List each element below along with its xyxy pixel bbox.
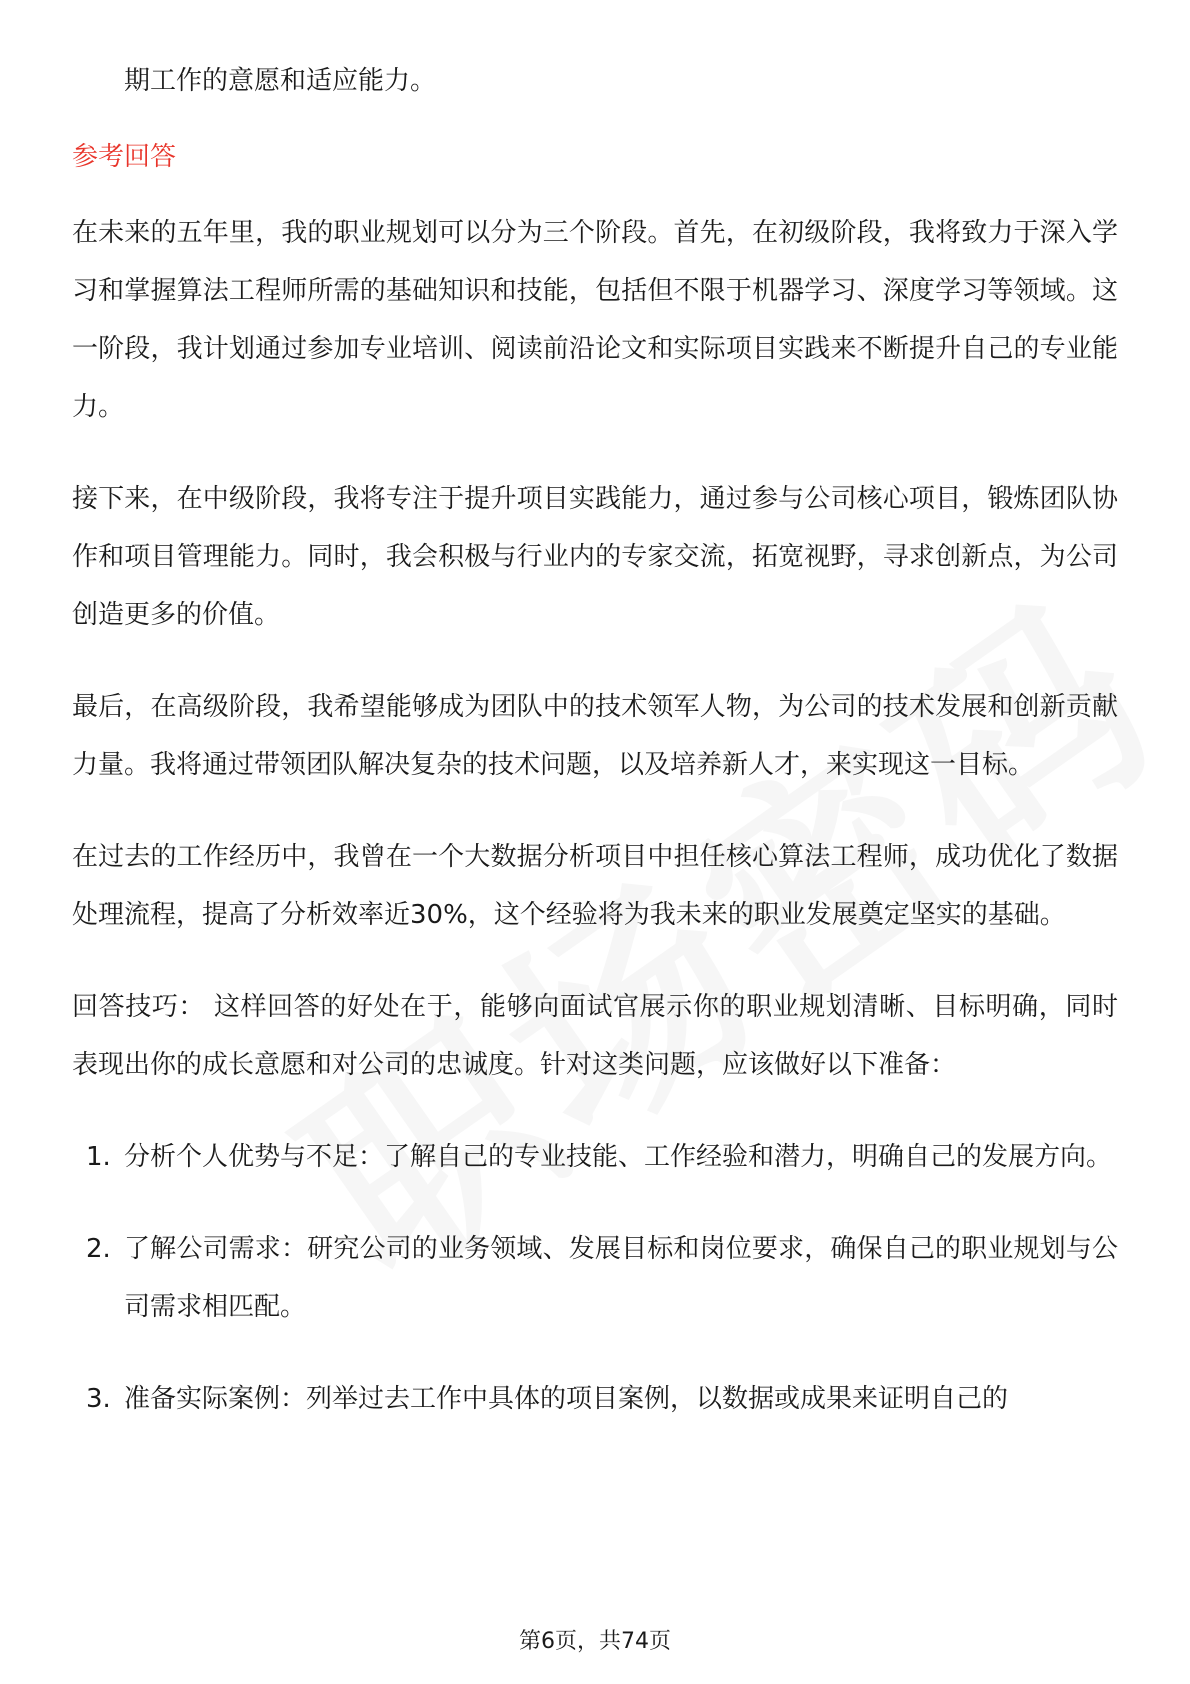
paragraph-tips: 回答技巧： 这样回答的好处在于，能够向面试官展示你的职业规划清晰、目标明确，同时表现出你的成长意愿和对公司的忠诚度。针对这类问题，应该做好以下准备： <box>72 992 1118 1080</box>
list-text: 了解公司需求：研究公司的业务领域、发展目标和岗位要求，确保自己的职业规划与公司需求相匹配。 <box>124 1234 1118 1322</box>
page-footer: 第6页，共74页 <box>519 1629 671 1654</box>
list-text: 分析个人优势与不足：了解自己的专业技能、工作经验和潜力，明确自己的发展方向。 <box>124 1142 1113 1172</box>
paragraph-3: 最后，在高级阶段，我希望能够成为团队中的技术领军人物，为公司的技术发展和创新贡献力量。我将通过带领团队解决复杂的技术问题，以及培养新人才，来实现这一目标。 <box>72 692 1118 780</box>
paragraph-2: 接下来，在中级阶段，我将专注于提升项目实践能力，通过参与公司核心项目，锻炼团队协作和项目管理能力。同时，我会积极与行业内的专家交流，拓宽视野，寻求创新点，为公司创造更多的价值。 <box>72 484 1118 630</box>
section-heading: 参考回答 <box>72 142 177 172</box>
list-text: 准备实际案例：列举过去工作中具体的项目案例，以数据或成果来证明自己的 <box>124 1384 1009 1414</box>
list-number: 2. <box>86 1234 111 1264</box>
paragraph-1: 在未来的五年里，我的职业规划可以分为三个阶段。首先，在初级阶段，我将致力于深入学习和掌握算法工程师所需的基础知识和技能，包括但不限于机器学习、深度学习等领域。这一阶段，我计划通过参加专业培训、阅读前沿论文和实际项目实践来不断提升自己的专业能力。 <box>72 218 1118 422</box>
continuation-text: 期工作的意愿和适应能力。 <box>124 66 437 96</box>
paragraph-4: 在过去的工作经历中，我曾在一个大数据分析项目中担任核心算法工程师，成功优化了数据处理流程，提高了分析效率近30%，这个经验将为我未来的职业发展奠定坚实的基础。 <box>72 842 1118 930</box>
list-item <box>72 1128 1118 1186</box>
list-number: 3. <box>86 1384 111 1414</box>
list-item <box>72 1370 1118 1428</box>
list-number: 1. <box>86 1142 111 1172</box>
list-item <box>72 1220 1118 1336</box>
tips-list <box>72 1128 1118 1428</box>
page-content <box>72 52 1118 1462</box>
